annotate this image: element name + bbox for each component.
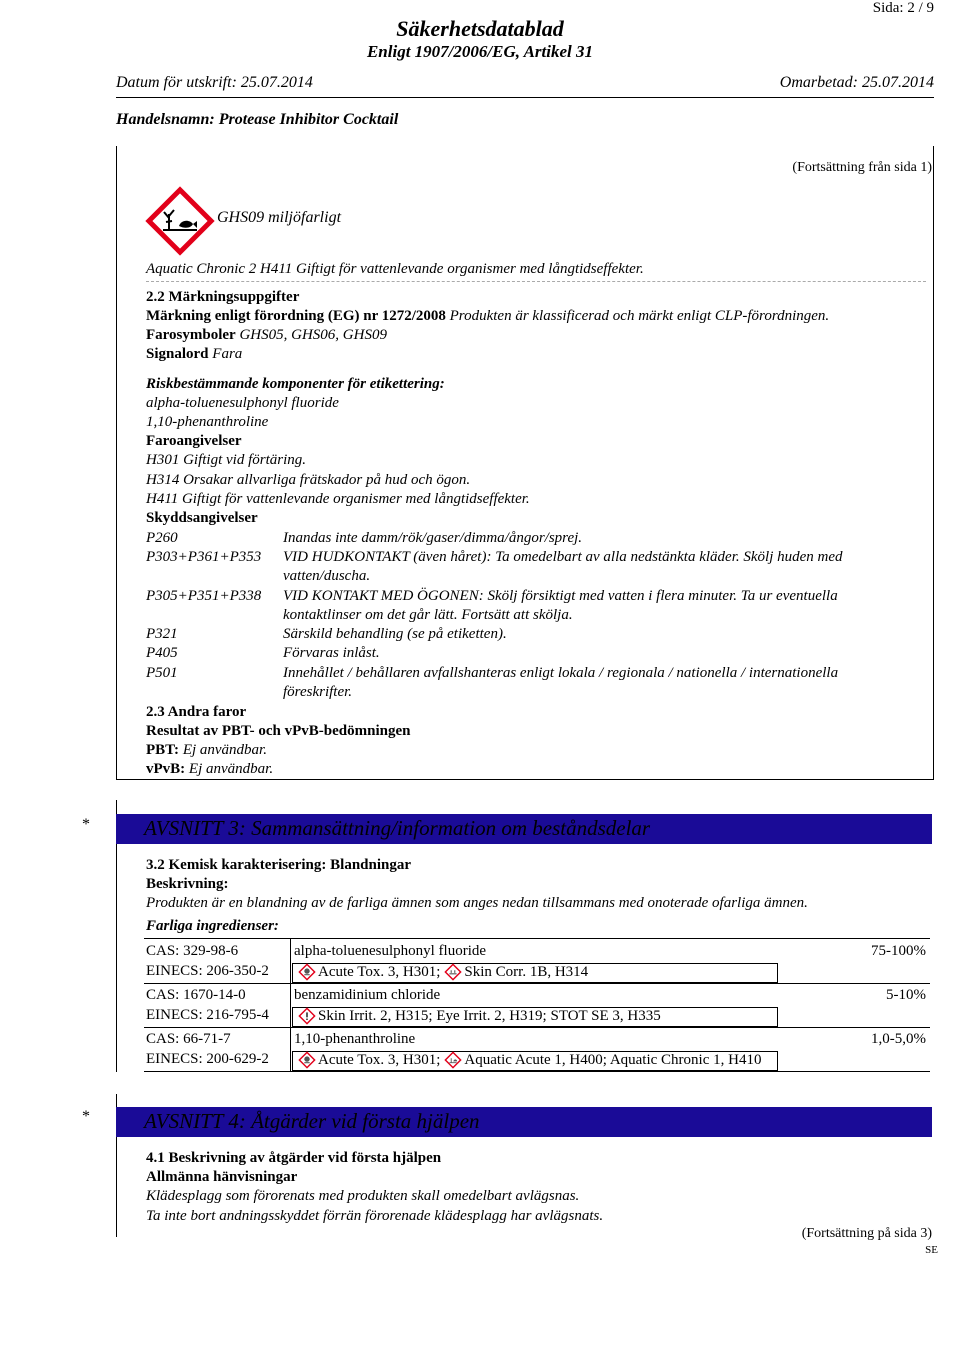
substance-name: alpha-toluenesulphonyl fluoride: [294, 943, 487, 959]
signalord-value: Fara: [212, 346, 243, 362]
page-number: Sida: 2 / 9: [872, 0, 934, 16]
s2-3-heading: 2.3 Andra faror: [146, 704, 247, 720]
header-divider: [116, 97, 934, 98]
pbt-value: Ej användbar.: [182, 742, 267, 758]
change-marker: *: [82, 816, 90, 833]
precaution-code: P260: [146, 530, 178, 546]
einecs-number: EINECS: 200-629-2: [146, 1051, 269, 1067]
substance-name: 1,10-phenanthroline: [294, 1031, 416, 1047]
risk-components-label: Riskbestämmande komponenter för etikettering:: [146, 376, 445, 392]
concentration: 1,0-5,0%: [871, 1031, 926, 1047]
farosymboler-label: Farosymboler: [146, 327, 236, 343]
precaution-code: P501: [146, 665, 178, 681]
classification-text: Skin Corr. 1B, H314: [464, 963, 589, 980]
precaution-text: Inandas inte damm/rök/gaser/dimma/ångor/sprej.: [283, 530, 583, 546]
vpvb-line: [146, 761, 273, 778]
classification-text: Acute Tox. 3, H301;: [318, 1051, 441, 1068]
pbt-heading: Resultat av PBT- och vPvB-bedömningen: [146, 723, 411, 739]
marking-text: Produkten är klassificerad och märkt enligt CLP-förordningen.: [449, 308, 830, 324]
s2-2-heading: 2.2 Märkningsuppgifter: [146, 289, 300, 305]
classification-line: [294, 963, 926, 983]
document-title: Säkerhetsdatablad: [396, 16, 564, 41]
general-advice-label: Allmänna hänvisningar: [146, 1169, 298, 1185]
dashed-divider: [146, 281, 926, 282]
farosymboler-line: [146, 327, 387, 344]
ghs09-environment-icon: [145, 186, 215, 256]
classification-line: [294, 1051, 926, 1071]
vpvb-label: vPvB:: [146, 761, 186, 777]
corrosion-icon: [444, 963, 462, 981]
cas-number: CAS: 1670-14-0: [146, 987, 246, 1003]
substance-name: benzamidinium chloride: [294, 987, 441, 1003]
change-marker: *: [82, 1108, 90, 1125]
precaution-text-cont: vatten/duscha.: [283, 568, 371, 584]
faroangivelser-label: Faroangivelser: [146, 433, 242, 449]
precaution-text: Särskild behandling (se på etiketten).: [283, 626, 507, 642]
s4-1-heading: 4.1 Beskrivning av åtgärder vid första hjälpen: [146, 1150, 442, 1166]
hazard-statement: H411 Giftigt för vattenlevande organismer med långtidseffekter.: [146, 491, 530, 507]
section-4-frame-top: [116, 1094, 117, 1108]
table-row: [144, 983, 930, 1028]
section-4-heading: AVSNITT 4: Åtgärder vid första hjälpen: [144, 1109, 480, 1133]
vpvb-value: Ej användbar.: [188, 761, 274, 777]
beskrivning-label: Beskrivning:: [146, 876, 229, 892]
section-3-frame-top: [116, 800, 117, 814]
document-subtitle: Enligt 1907/2006/EG, Artikel 31: [366, 42, 594, 61]
section-3-frame: [116, 844, 117, 1072]
revision-date: Omarbetad: 25.07.2014: [779, 74, 934, 91]
skull-icon: [298, 1051, 316, 1069]
precaution-code: P405: [146, 645, 178, 661]
precaution-text-cont: kontaktlinser om det går lätt. Fortsätt att skölja.: [283, 607, 573, 623]
precaution-code: P321: [146, 626, 178, 642]
einecs-number: EINECS: 216-795-4: [146, 1007, 269, 1023]
continued-from-note: (Fortsättning från sida 1): [792, 160, 932, 175]
signalord-label: Signalord: [146, 346, 209, 362]
marking-label: Märkning enligt förordning (EG) nr 1272/2008: [146, 308, 446, 324]
signalord-line: [146, 346, 242, 363]
classification-text: Acute Tox. 3, H301;: [318, 963, 441, 980]
einecs-number: EINECS: 206-350-2: [146, 963, 269, 979]
component-item: alpha-toluenesulphonyl fluoride: [146, 395, 339, 411]
first-aid-line: Ta inte bort andningsskyddet förrän förorenade klädesplagg har avlägsnats.: [146, 1208, 604, 1224]
classification-text: Skin Irrit. 2, H315; Eye Irrit. 2, H319; STOT SE 3, H335: [318, 1007, 661, 1024]
section-3-heading: AVSNITT 3: Sammansättning/information om beståndsdelar: [144, 816, 651, 840]
table-row: [144, 939, 930, 984]
precaution-text: Förvaras inlåst.: [283, 645, 380, 661]
aquatic-classification: Aquatic Chronic 2 H411 Giftigt för vattenlevande organismer med långtidseffekter.: [146, 261, 644, 277]
continued-to-note: (Fortsättning på sida 3): [801, 1226, 932, 1241]
ingredients-table: [144, 938, 930, 1068]
cas-number: CAS: 66-71-7: [146, 1031, 231, 1047]
section-4-frame: [116, 1137, 117, 1237]
first-aid-line: Klädesplagg som förorenats med produkten skall omedelbart avlägsnas.: [146, 1188, 580, 1204]
trade-name: Handelsnamn: Protease Inhibitor Cocktail: [116, 111, 399, 128]
hazard-statement: H314 Orsakar allvarliga frätskador på hud och ögon.: [146, 472, 471, 488]
cas-number: CAS: 329-98-6: [146, 943, 239, 959]
column-divider: [290, 939, 291, 983]
precaution-text: Innehållet / behållaren avfallshanteras enligt lokala / regionala / nationella / internationella: [283, 665, 839, 681]
column-divider: [290, 983, 291, 1027]
precaution-text: VID HUDKONTAKT (även håret): Ta omedelbart av alla nedstänkta kläder. Skölj huden med: [283, 549, 843, 565]
farosymboler-value: GHS05, GHS06, GHS09: [239, 327, 387, 343]
precaution-code: P305+P351+P338: [146, 588, 262, 604]
pbt-label: PBT:: [146, 742, 180, 758]
precaution-text: VID KONTAKT MED ÖGONEN: Skölj försiktigt med vatten i flera minuter. Ta ur eventuella: [283, 588, 838, 604]
precaution-text-cont: föreskrifter.: [283, 684, 353, 700]
concentration: 5-10%: [886, 987, 926, 1003]
skyddsangivelser-label: Skyddsangivelser: [146, 510, 258, 526]
print-date: Datum för utskrift: 25.07.2014: [116, 74, 313, 91]
language-code: SE: [925, 1244, 938, 1256]
classification-line: [294, 1007, 926, 1027]
precaution-code: P303+P361+P353: [146, 549, 262, 565]
component-item: 1,10-phenanthroline: [146, 414, 269, 430]
marking-line: [146, 308, 829, 325]
skull-icon: [298, 963, 316, 981]
table-row: [144, 1027, 930, 1072]
column-divider: [290, 1027, 291, 1071]
concentration: 75-100%: [871, 943, 926, 959]
pbt-line: [146, 742, 267, 759]
beskrivning-text: Produkten är en blandning av de farliga ämnen som anges nedan tillsammans med onoterade ofarliga ämnen.: [146, 895, 808, 911]
farliga-ingredienser-label: Farliga ingredienser:: [146, 918, 279, 934]
ghs09-label: GHS09 miljöfarligt: [217, 209, 342, 226]
hazard-statement: H301 Giftigt vid förtäring.: [146, 452, 307, 468]
s3-2-heading: 3.2 Kemisk karakterisering: Blandningar: [146, 857, 412, 873]
environment-icon: [444, 1051, 462, 1069]
exclamation-icon: [298, 1007, 316, 1025]
classification-text: Aquatic Acute 1, H400; Aquatic Chronic 1, H410: [464, 1051, 762, 1068]
